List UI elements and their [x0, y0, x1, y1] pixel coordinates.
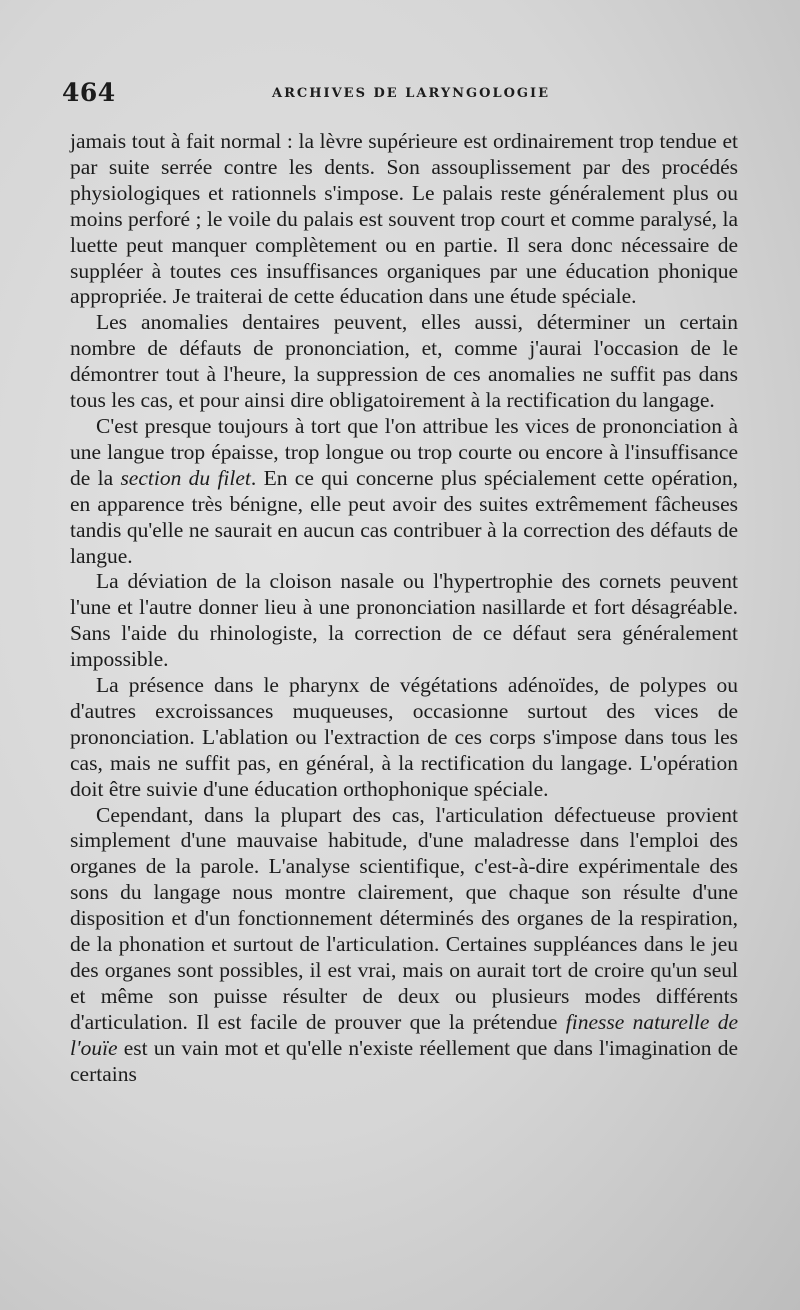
- italic-term-section-du-filet: section du filet: [120, 465, 251, 490]
- paragraph-5: La présence dans le pharynx de végétations adénoïdes, de polypes ou d'autres excroissances muqueuses, occasionne surtout des vices de prononciation. L'ablation ou l'extraction de ces corps s'impose dans tous les cas, mais ne suffit pas, en général, à la rectification du langage. L'opération doit être suivie d'une éducation orthophonique spéciale.: [70, 673, 738, 801]
- paragraph-6-text-b: est un vain mot et qu'elle n'existe réellement que dans l'imagination de certains: [70, 1035, 738, 1086]
- running-head: ARCHIVES DE LARYNGOLOGIE: [272, 86, 550, 101]
- paragraph-2: Les anomalies dentaires peuvent, elles aussi, déterminer un certain nombre de défauts de prononciation, et, comme j'aurai l'occasion de le démontrer tout à l'heure, la suppression de ces anomalies ne suffit pas dans tous les cas, et pour ainsi dire obligatoirement à la rectification du langage.: [70, 310, 738, 413]
- paragraph-6: [70, 803, 738, 1088]
- paragraph-1: jamais tout à fait normal : la lèvre supérieure est ordinairement trop tendue et par suite serrée contre les dents. Son assouplissement par des procédés physiologiques et rationnels s'impose. Le palais reste généralement plus ou moins perforé ; le voile du palais est souvent trop court et comme paralysé, la luette peut manquer complètement ou en partie. Il sera donc nécessaire de suppléer à toutes ces insuffisances organiques par une éducation phonique appropriée. Je traiterai de cette éducation dans une étude spéciale.: [70, 129, 738, 309]
- paragraph-3-text-b: . En ce qui concerne plus spécialement cette opération, en apparence très bénigne, elle peut avoir des suites extrêmement fâcheuses tandis qu'elle ne saurait en aucun cas contribuer à la correction des défauts de langue.: [70, 465, 738, 568]
- page-number: 464: [62, 78, 116, 107]
- body-text: [70, 129, 738, 1088]
- paragraph-3-text-a: C'est presque toujours à tort que l'on attribue les vices de prononciation à une langue trop épaisse, trop longue ou trop courte ou encore à l'insuffisance de la: [70, 413, 738, 490]
- page-header: [62, 78, 742, 108]
- paragraph-4: La déviation de la cloison nasale ou l'hypertrophie des cornets peuvent l'une et l'autre donner lieu à une prononciation nasillarde et fort désagréable. Sans l'aide du rhinologiste, la correction de ce défaut sera généralement impossible.: [70, 569, 738, 672]
- paragraph-3: [70, 414, 738, 569]
- italic-term-finesse-naturelle: finesse naturelle de l'ouïe: [70, 1009, 738, 1060]
- paragraph-6-text-a: Cependant, dans la plupart des cas, l'articulation défectueuse provient simplement d'une mauvaise habitude, d'une maladresse dans l'emploi des organes de la parole. L'analyse scientifique, c'est-à-dire expérimentale des sons du langage nous montre clairement, que chaque son résulte d'une disposition et d'un fonctionnement déterminés des organes de la respiration, de la phonation et surtout de l'articulation. Certaines suppléances dans le jeu des organes sont possibles, il est vrai, mais on aurait tort de croire qu'un seul et même son puisse résulter de deux ou plusieurs modes différents d'articulation. Il est facile de prouver que la prétendue: [70, 802, 738, 1034]
